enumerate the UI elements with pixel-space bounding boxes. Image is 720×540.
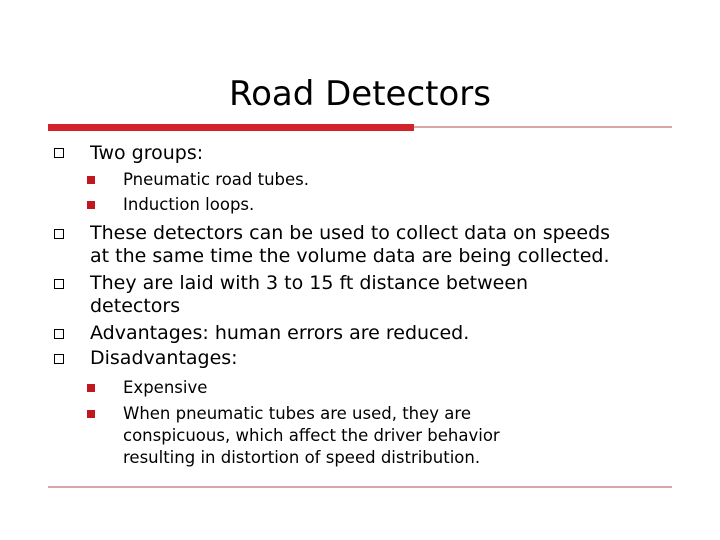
filled-square-bullet-icon — [87, 384, 95, 392]
slide-title: Road Detectors — [229, 74, 491, 114]
filled-square-bullet-icon — [87, 410, 95, 418]
hollow-square-bullet-icon — [54, 229, 64, 239]
sub-bullet-text: Expensive — [123, 378, 208, 397]
sub-bullet-text-line: When pneumatic tubes are used, they are — [123, 404, 471, 423]
bullet-text: Advantages: human errors are reduced. — [90, 322, 470, 344]
bullet-text-line: at the same time the volume data are being collected. — [90, 245, 610, 267]
sub-bullet-text-line: conspicuous, which affect the driver behavior — [123, 426, 500, 445]
hollow-square-bullet-icon — [54, 279, 64, 289]
bullet-text: Two groups: — [90, 142, 204, 164]
sub-bullet-text: Pneumatic road tubes. — [123, 170, 310, 189]
filled-square-bullet-icon — [87, 176, 95, 184]
filled-square-bullet-icon — [87, 201, 95, 209]
bullet-text-line: They are laid with 3 to 15 ft distance between — [90, 272, 529, 294]
sub-bullet-text-line: resulting in distortion of speed distribution. — [123, 448, 481, 467]
bullet-text: Disadvantages: — [90, 347, 238, 369]
hollow-square-bullet-icon — [54, 148, 64, 158]
bullet-text-line: These detectors can be used to collect data on speeds — [90, 222, 611, 244]
footer-rule — [48, 486, 672, 488]
sub-bullet-text: Induction loops. — [123, 195, 255, 214]
hollow-square-bullet-icon — [54, 329, 64, 339]
bullet-text-line: detectors — [90, 295, 181, 317]
hollow-square-bullet-icon — [54, 354, 64, 364]
